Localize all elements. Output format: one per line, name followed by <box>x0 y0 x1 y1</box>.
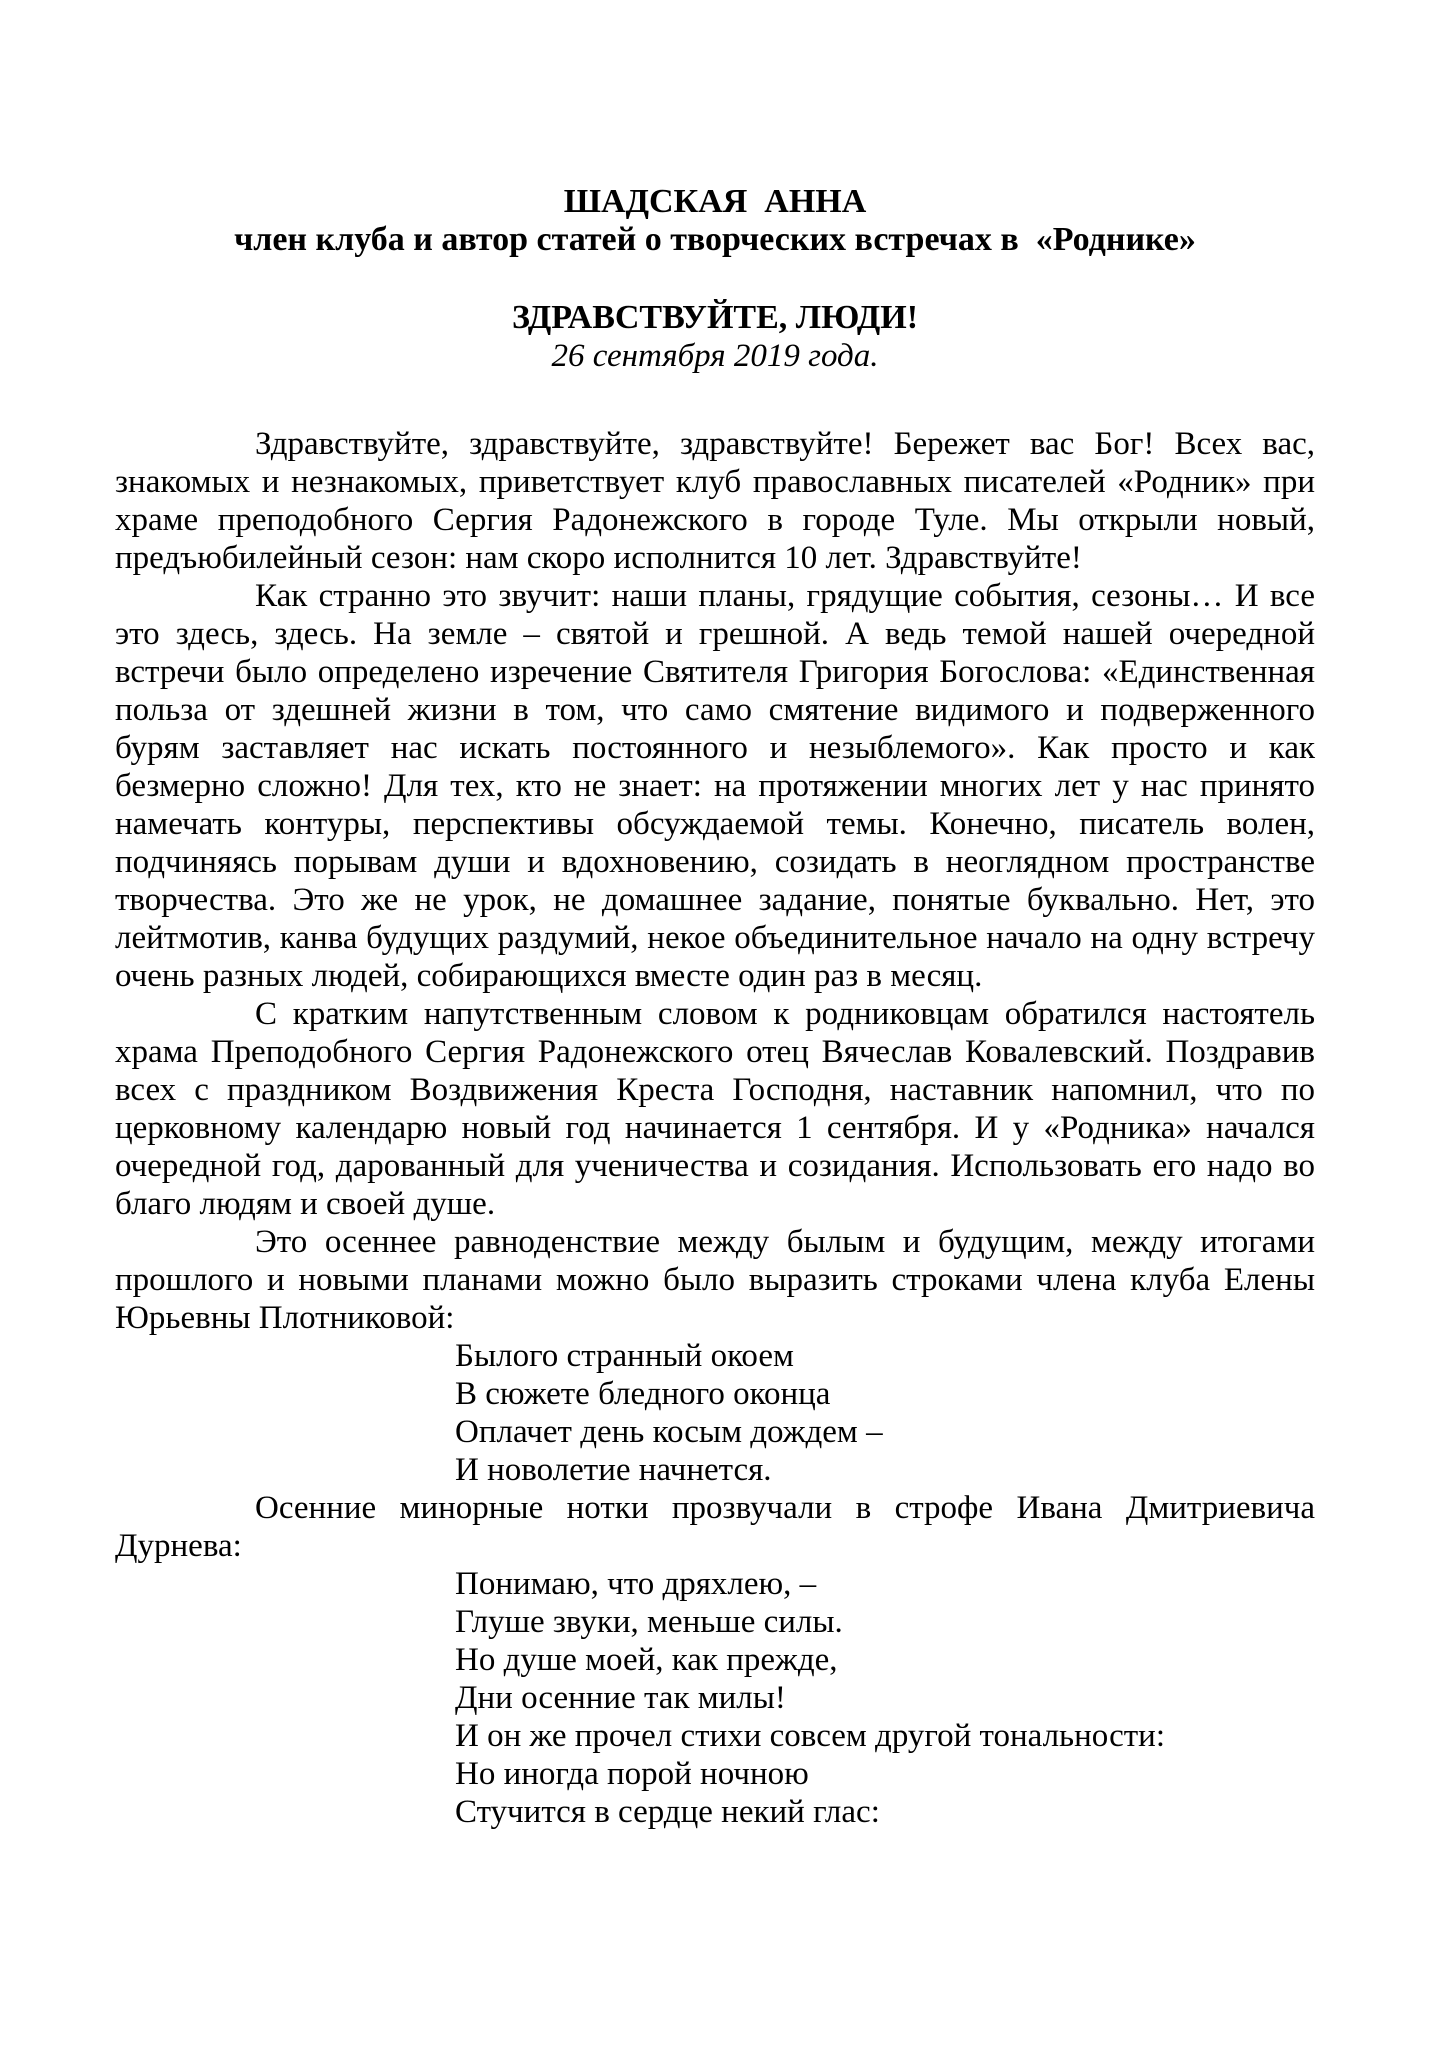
author-name: ШАДСКАЯ АННА <box>563 183 867 220</box>
poem-line: Понимаю, что дряхлею, – <box>455 1566 817 1602</box>
poem-line: Но иногда порой ночною <box>455 1756 809 1792</box>
paragraph-greeting: Здравствуйте, здравствуйте, здравствуйте! Бережет вас Бог! Всех вас, знакомых и незнакомых, приветствует клуб православных писателей «Родник» при храме преподобного Сергия Радонежского в городе Туле. Мы открыли новый, предъюбилейный сезон: нам скоро исполнится 10 лет. Здравствуйте! <box>115 426 1315 576</box>
poem-line: Глуше звуки, меньше силы. <box>455 1604 843 1640</box>
poem-durnev-second-intro: И он же прочел стихи совсем другой тональности: <box>455 1718 1165 1754</box>
article-date: 26 сентября 2019 года. <box>551 338 879 374</box>
poem-line: В сюжете бледного оконца <box>455 1376 831 1412</box>
poem-line: Стучится в сердце некий глас: <box>455 1794 880 1830</box>
article-title: ЗДРАВСТВУЙТЕ, ЛЮДИ! <box>511 299 919 336</box>
paragraph-theme: Как странно это звучит: наши планы, грядущие события, сезоны… И все это здесь, здесь. На земле – святой и грешной. А ведь темой нашей очередной встречи было определено изречение Святителя Григория Богослова: «Единственная польза от здешней жизни в том, что само смятение видимого и подверженного бурям заставляет нас искать постоянного и незыблемого». Как просто и как безмерно сложно! Для тех, кто не знает: на протяжении многих лет у нас принято намечать контуры, перспективы обсуждаемой темы. Конечно, писатель волен, подчиняясь порывам души и вдохновению, созидать в неоглядном пространстве творчества. Это же не урок, не домашнее задание, понятые буквально. Нет, это лейтмотив, канва будущих раздумий, некое объединительное начало на одну встречу очень разных людей, собирающихся вместе один раз в месяц. <box>115 578 1315 994</box>
poem-line: Дни осенние так милы! <box>455 1680 786 1716</box>
paragraph-durnev-intro: Осенние минорные нотки прозвучали в строфе Ивана Дмитриевича Дурнева: <box>115 1490 1315 1564</box>
paragraph-blessing: С кратким напутственным словом к родниковцам обратился настоятель храма Преподобного Сергия Радонежского отец Вячеслав Ковалевский. Поздравив всех с праздником Воздвижения Креста Господня, наставник напомнил, что по церковному календарю новый год начинается 1 сентября. И у «Родника» начался очередной год, дарованный для ученичества и созидания. Использовать его надо во благо людям и своей душе. <box>115 996 1315 1222</box>
poem-line: Но душе моей, как прежде, <box>455 1642 838 1678</box>
paragraph-equinox: Это осеннее равноденствие между былым и будущим, между итогами прошлого и новыми планами можно было выразить строками члена клуба Елены Юрьевны Плотниковой: <box>115 1224 1315 1336</box>
poem-line: Былого странный окоем <box>455 1338 794 1374</box>
poem-line: И новолетие начнется. <box>455 1452 772 1488</box>
document-header <box>115 183 1315 375</box>
author-role: член клуба и автор статей о творческих встречах в «Роднике» <box>234 221 1196 258</box>
poem-plotnikova <box>455 1337 1315 1489</box>
poem-durnev <box>455 1565 1315 1831</box>
poem-line: Оплачет день косым дождем – <box>455 1414 883 1450</box>
